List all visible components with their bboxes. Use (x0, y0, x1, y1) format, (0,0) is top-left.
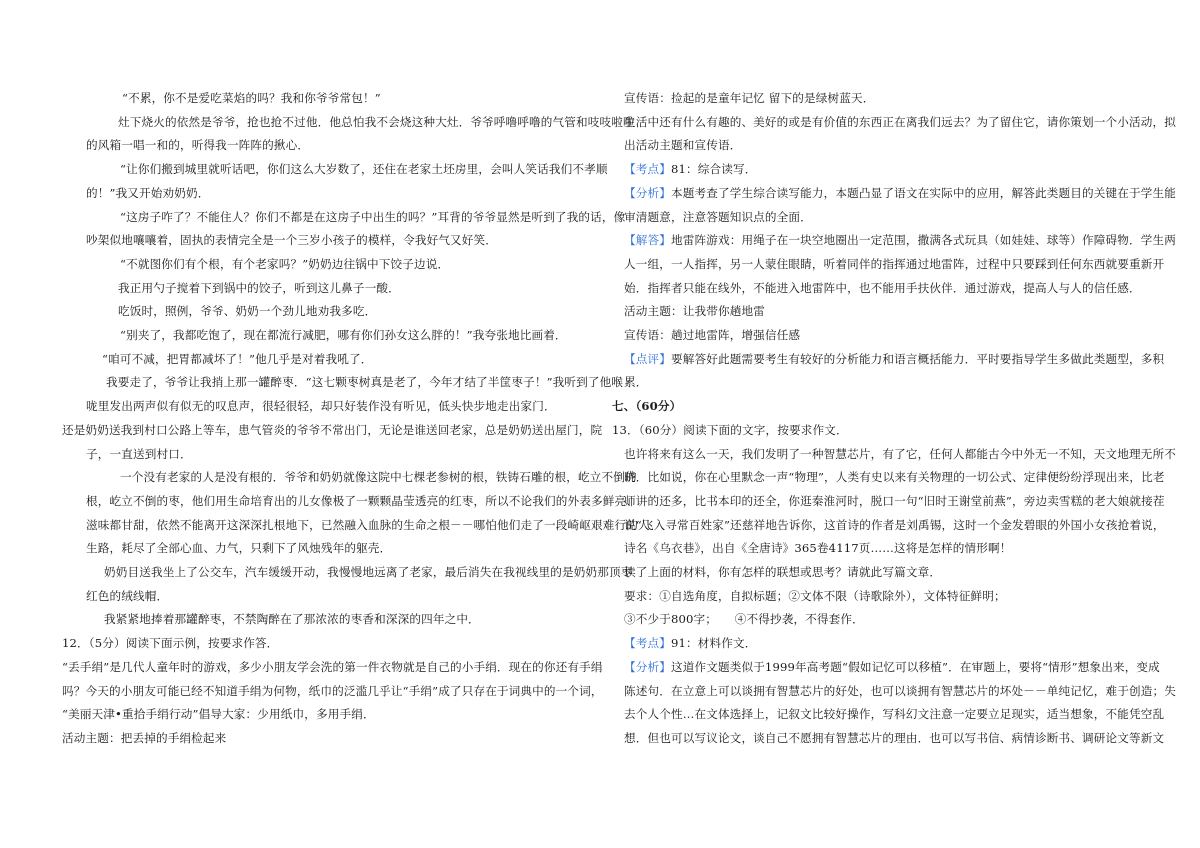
text-line (612, 538, 1011, 558)
line-text: “不就图你们有个根，有个老家吗？”奶奶边往锅中下饺子边说． (120, 256, 450, 271)
line-text: 一个没有老家的人是没有根的．爷爷和奶奶就像这院中七棵老参树的根，铁铸石雕的根，屹立不倒的 (120, 470, 637, 485)
text-line (612, 183, 1176, 203)
line-text: 七、（60分） (612, 399, 682, 414)
line-text: 滋味都甘甜，依然不能离开这深深扎根地下，已然融入血脉的生命之根－－哪怕他们走了一段崎岖艰难行的人 (86, 517, 650, 532)
text-line (62, 681, 603, 701)
section-tag: 【分析】 (624, 659, 671, 674)
text-line (62, 135, 309, 155)
line-text: 吃饭时，照例，爷爷、奶奶一个劲儿地劝我多吃． (118, 304, 377, 319)
text-line (62, 704, 375, 724)
text-line (612, 372, 648, 392)
text-line (612, 467, 1165, 487)
text-line (612, 444, 1176, 464)
text-line (62, 88, 381, 108)
section-tag: 【考点】 (624, 162, 671, 177)
line-text: 本题考查了学生综合读写能力，本题凸显了语文在实际中的应用，解答此类题目的关键在于学生能 (670, 185, 1176, 200)
text-line (612, 491, 1165, 511)
line-text: 说“飞入寻常百姓家”还慈祥地告诉你，这首诗的作者是刘禹锡，这时一个金发碧眼的外国小女孩抢着说， (624, 517, 1165, 532)
line-text: 奶奶目送我坐上了公交车，汽车缓缓开动，我慢慢地远离了老家，最后消失在我视线里的是奶奶那顶枣 (104, 565, 633, 579)
text-line (612, 704, 1164, 724)
text-line (62, 183, 210, 203)
line-text: 生活中还有什么有趣的、美好的或是有价值的东西正在离我们远去？为了留住它，请你策划一个小活动，拟 (624, 114, 1176, 129)
line-text: “这房子咋了？不能住人？你们不都是在这房子中出生的吗？”耳背的爷爷显然是听到了我的话，像 (120, 209, 626, 224)
line-text: “让你们搬到城里就听话吧，你们这么大岁数了，还住在老家土坯房里，会叫人笑话我们不孝顺 (120, 162, 608, 177)
text-line (612, 396, 681, 416)
line-text: 人一组，一人指挥，另一人蒙住眼睛，听着同伴的指挥通过地雷阵，过程中只要踩到任何东西就要重新开 (624, 256, 1165, 271)
text-line (612, 278, 1141, 298)
line-text: 这道作文题类似于1999年高考题“假如记忆可以移植”．在审题上，要将“情形”想象出来，变成 (670, 659, 1160, 674)
line-text: 读了上面的材料，你有怎样的联想或思考？请就此写篇文章． (624, 565, 942, 579)
text-line (62, 207, 625, 227)
line-text: 累． (624, 375, 648, 390)
text-line (62, 420, 602, 440)
text-line (612, 586, 1006, 606)
line-text: 活动主题：把丢掉的手绢检起来 (62, 730, 227, 745)
line-text: 始．指挥者只能在线外，不能进入地雷阵中，也不能用手扶伙伴．通过游戏，提高人与人的信任感． (624, 280, 1141, 295)
line-text: 陈述句．在立意上可以谈拥有智慧芯片的好处，也可以谈拥有智慧芯片的坏处－－单纯记忆，难于创造；失 (624, 683, 1176, 698)
text-line (62, 633, 278, 653)
text-line (612, 159, 757, 179)
line-text: 去个人个性…在文体选择上，记叙文比较好操作，写科幻文注意一定要立足现实，适当想象，不能凭空乱 (624, 707, 1165, 722)
text-line (612, 681, 1176, 701)
line-text: 吵架似地嚷嚷着，固执的表情完全是一个三岁小孩子的模样，令我好气又好笑． (86, 233, 498, 248)
text-line (612, 112, 1176, 132)
text-line (612, 230, 1176, 250)
text-line (612, 515, 1165, 535)
text-line (612, 325, 800, 345)
text-line (612, 301, 765, 321)
line-text: 师讲的还多，比书本印的还全，你逛秦淮河时，脱口一句“旧时王谢堂前燕”，旁边卖雪糕的老大娘就接茬 (624, 493, 1165, 508)
section-tag: 【分析】 (624, 185, 671, 200)
text-line (62, 112, 635, 132)
line-text: 13．（60分）阅读下面的文字，按要求作文． (612, 422, 848, 437)
text-line (612, 657, 1160, 677)
line-text: 地雷阵游戏：用绳子在一块空地圈出一定范围，撒满各式玩具（如娃娃、球等）作障碍物．学生两 (670, 233, 1176, 248)
text-line (62, 278, 400, 298)
text-line (62, 254, 449, 274)
text-line (612, 207, 812, 227)
text-line (62, 657, 603, 677)
text-line (612, 609, 864, 629)
line-text: 晓．比如说，你在心里默念一声“物理”，人类有史以来有关物理的一切公式、定律便纷纷浮现出来，比老 (624, 470, 1165, 485)
line-text: 审清题意，注意答题知识点的全面． (624, 209, 812, 224)
line-text: 吗？今天的小朋友可能已经不知道手绢为何物，纸巾的泛滥几乎让“手绢”成了只存在于词典中的一个词， (62, 683, 603, 698)
line-text: 要解答好此题需要考生有较好的分析能力和语言概括能力．平时要指导学生多做此类题型，多积 (670, 351, 1165, 366)
line-text: “不累，你不是爱吃菜焰的吗？我和你爷爷常包！” (122, 91, 381, 105)
line-text: 红色的绒线帽． (86, 588, 169, 603)
text-line (612, 254, 1164, 274)
text-line (62, 444, 192, 464)
line-text: 我正用勺子搅着下到锅中的饺子，听到这儿鼻子一酸． (118, 280, 400, 295)
text-line (62, 349, 373, 369)
text-line (612, 88, 874, 108)
text-line (612, 633, 757, 653)
line-text: 的风箱一唱一和的，听得我一阵阵的揪心． (86, 138, 310, 153)
line-text: “咱可不减，把胃都减坏了！”他几乎是对着我吼了． (102, 351, 373, 366)
section-tag: 【考点】 (624, 636, 671, 651)
line-text: 生路，耗尽了全部心血、力气，只剩下了风烛残年的躯壳． (86, 541, 392, 556)
line-text: 宣传语：捡起的是童年记忆 留下的是绿树蓝天． (624, 91, 875, 105)
line-text: 子，一直送到村口． (86, 446, 192, 461)
text-line (62, 609, 480, 629)
line-text: 根，屹立不倒的枣，他们用生命培育出的儿女像极了一颗颗晶莹透亮的红枣，所以不论我们的外表多鲜亮、 (86, 493, 638, 508)
text-line (62, 491, 638, 511)
section-tag: 【点评】 (624, 351, 671, 366)
section-tag: 【解答】 (624, 233, 671, 248)
text-line (62, 396, 556, 416)
line-text: 也许将来有这么一天，我们发明了一种智慧芯片，有了它，任何人都能古今中外无一不知，天文地理无所不 (624, 446, 1176, 461)
line-text: 活动主题：让我带你趟地雷 (624, 304, 765, 319)
text-line (62, 325, 567, 345)
line-text: “丢手绢”是几代人童年时的游戏，多少小朋友学会洗的第一件衣物就是自己的小手绢．现在的你还有手绢 (62, 659, 603, 674)
text-line (62, 159, 608, 179)
line-text: 宣传语：趟过地雷阵，增强信任感 (624, 328, 801, 342)
text-line (612, 420, 848, 440)
line-text: “美丽天津•重拾手绢行动”倡导大家：少用纸巾，多用手绢． (62, 707, 375, 722)
text-line (62, 586, 168, 606)
text-line (612, 349, 1164, 369)
text-line (62, 538, 391, 558)
text-line (62, 230, 497, 250)
line-text: 的！”我又开始劝奶奶． (86, 185, 210, 200)
line-text: 想．但也可以写议论文，谈自己不愿拥有智慧芯片的理由．也可以写书信、病情诊断书、调研论文等新文 (624, 730, 1165, 745)
line-text: “别夹了，我都吃饱了，现在都流行减肥，哪有你们孙女这么胖的！”我夸张地比画着． (120, 328, 567, 342)
line-text: 灶下烧火的依然是爷爷，抢也抢不过他．他总怕我不会烧这种大灶．爷爷呼噜呼噜的气管和吱吱啦啦 (118, 114, 635, 129)
text-line (62, 372, 623, 392)
line-text: 81：综合读写． (670, 162, 757, 177)
line-text: 12．（5分）阅读下面示例，按要求作答． (62, 636, 279, 651)
line-text: 我紧紧地捧着那罐醉枣，不禁陶醉在了那浓浓的枣香和深深的四年之中． (104, 612, 480, 627)
line-text: 我要走了，爷爷让我捎上那一罐醉枣．“这七颗枣树真是老了，今年才结了半筐枣子！”我听到了他喉 (106, 375, 624, 390)
text-line (62, 515, 650, 535)
line-text: 还是奶奶送我到村口公路上等车，患气管炎的爷爷不常出门，无论是谁送回老家，总是奶奶送出屋门，院 (62, 422, 603, 437)
text-line (612, 728, 1164, 748)
text-line (612, 562, 941, 582)
text-line (62, 301, 376, 321)
line-text: 咙里发出两声似有似无的叹息声，很轻很轻，却只好装作没有听见，低头快步地走出家门． (86, 399, 556, 414)
text-line (612, 135, 741, 155)
line-text: 出活动主题和宣传语． (624, 138, 742, 153)
line-text: 91：材料作文． (670, 636, 757, 651)
line-text: 诗名《乌衣巷》，出自《全唐诗》365卷4117页……这将是怎样的情形啊！ (624, 541, 1012, 556)
text-line (62, 562, 632, 582)
line-text: ③不少于800字； ④不得抄袭，不得套作． (624, 612, 864, 627)
line-text: 要求：①自选角度，自拟标题；②文体不限（诗歌除外），文体特征鲜明； (624, 588, 1006, 603)
text-line (62, 467, 637, 487)
text-line (62, 728, 226, 748)
